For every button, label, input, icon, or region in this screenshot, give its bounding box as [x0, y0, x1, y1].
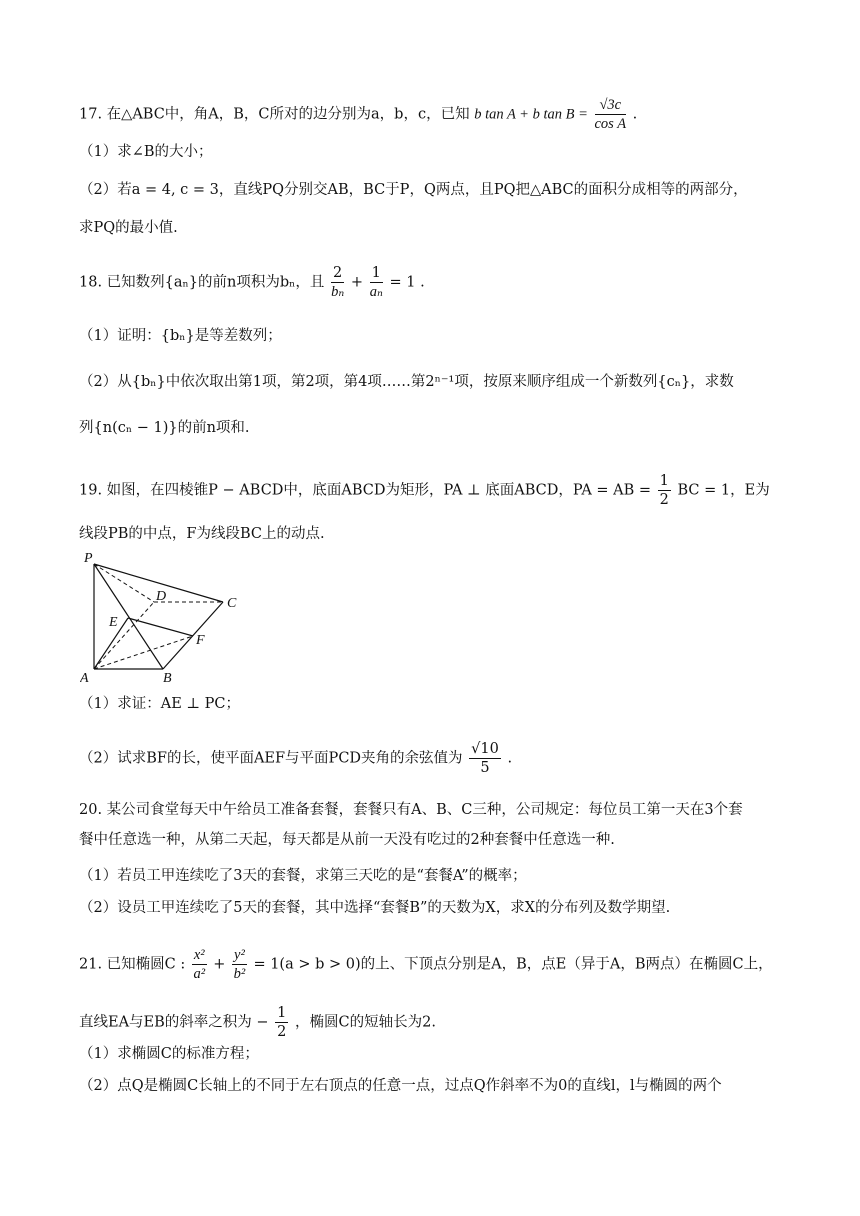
p17-question-2b: 求PQ的最小值. [79, 220, 178, 236]
p21-fraction-x-denominator: a² [193, 966, 206, 982]
label-A: A [80, 671, 89, 684]
label-F: F [196, 633, 205, 648]
p21-fraction-y-numerator: y² [234, 947, 245, 963]
p19-stem-line-2: 线段PB的中点，F为线段BC上的动点. [79, 526, 325, 542]
p20-question-1: （1）若员工甲连续吃了3天的套餐，求第三天吃的是“套餐A”的概率； [79, 868, 527, 884]
p19-fraction [658, 472, 671, 509]
p19-question-2-fraction-denominator: 5 [480, 760, 490, 776]
p19-stem-end: BC = 1，E为 [677, 482, 770, 499]
p20-stem-line-2: 餐中任意选一种，从第二天起，每天都是从前一天没有吃过的2种套餐中任意选一种. [79, 832, 615, 848]
p18-plus: + [350, 274, 364, 291]
p17-fraction-denominator: cos A [594, 116, 627, 132]
p18-fraction-1 [331, 264, 344, 301]
p20-stem-line-1: 20. 某公司食堂每天中午给员工准备套餐，套餐只有A、B、C三种，公司规定：每位员工第一天在3个套 [79, 802, 743, 818]
p21-fraction-half-denominator: 2 [277, 1024, 287, 1040]
p21-stem-line-2 [79, 1004, 800, 1041]
p21-stem-text-4: ，椭圆C的短轴长为2. [295, 1014, 436, 1031]
edge-PD [94, 564, 154, 602]
p21-question-2: （2）点Q是椭圆C长轴上的不同于左右顶点的任意一点，过点Q作斜率不为0的直线l，l与椭圆的两个 [79, 1078, 722, 1094]
p18-question-1: （1）证明：{bₙ}是等差数列； [79, 328, 282, 344]
label-B: B [163, 671, 172, 684]
p19-question-2-fraction-numerator: √10 [471, 741, 499, 757]
pyramid-diagram [80, 548, 250, 684]
p19-fraction-denominator: 2 [659, 492, 669, 508]
p21-fraction-half-numerator: 1 [277, 1005, 287, 1021]
p18-fraction-2 [370, 264, 383, 301]
p21-stem-text-1: 21. 已知椭圆C : [79, 956, 186, 973]
p21-fraction-y [232, 946, 247, 983]
p19-stem-text: 19. 如图，在四棱锥P − ABCD中，底面ABCD为矩形，PA ⊥ 底面ABCD，PA = AB = [79, 482, 652, 499]
p20-question-2: （2）设员工甲连续吃了5天的套餐，其中选择“套餐B”的天数为X，求X的分布列及数学期望. [79, 900, 671, 916]
p21-question-1: （1）求椭圆C的标准方程； [79, 1046, 259, 1062]
p18-fraction-1-numerator: 2 [333, 265, 343, 281]
p19-question-2-fraction [469, 740, 501, 777]
p18-fraction-2-numerator: 1 [371, 265, 381, 281]
p18-stem-end: = 1 . [389, 274, 425, 291]
p17-question-2a: （2）若a = 4, c = 3，直线PQ分别交AB，BC于P，Q两点，且PQ把△ABC的面积分成相等的两部分， [79, 182, 748, 198]
p19-question-2-end: . [507, 750, 513, 767]
p18-fraction-2-denominator: aₙ [369, 284, 383, 300]
p19-question-1: （1）求证：AE ⊥ PC； [79, 696, 240, 712]
label-C: C [227, 596, 237, 611]
p21-fraction-y-denominator: b² [233, 966, 246, 982]
label-E: E [109, 615, 118, 630]
label-P: P [84, 551, 93, 566]
p21-stem-text-2: = 1(a > b > 0)的上、下顶点分别是A，B，点E（异于A，B两点）在椭圆C上， [253, 956, 773, 973]
p19-fraction-numerator: 1 [659, 473, 669, 489]
p19-question-2 [79, 740, 800, 777]
p21-plus: + [213, 956, 226, 973]
p17-formula-left: b tan A + b tan B = [474, 106, 588, 123]
p18-stem-text: 18. 已知数列{aₙ}的前n项积为bₙ，且 [79, 274, 325, 291]
p21-fraction-half [275, 1004, 288, 1041]
p18-fraction-1-denominator: bₙ [331, 284, 345, 300]
p21-fraction-x [192, 946, 207, 983]
p19-question-2-text: （2）试求BF的长，使平面AEF与平面PCD夹角的余弦值为 [79, 750, 463, 767]
p21-stem-line-1 [79, 946, 800, 983]
p17-stem-end: . [632, 106, 638, 123]
p17-stem-line [79, 96, 800, 133]
p17-stem-text: 17. 在△ABC中，角A，B，C所对的边分别为a，b，c，已知 [79, 106, 470, 123]
p19-stem-line [79, 472, 800, 509]
p21-fraction-x-numerator: x² [193, 947, 205, 963]
p18-question-2a: （2）从{bₙ}中依次取出第1项，第2项，第4项……第2ⁿ⁻¹项，按原来顺序组成一个新数列{cₙ}，求数 [79, 374, 734, 390]
p17-question-1: （1）求∠B的大小； [79, 144, 213, 160]
p17-fraction-numerator: √3c [595, 96, 627, 115]
p17-fraction [595, 96, 627, 133]
p18-stem-line [79, 264, 800, 301]
label-D: D [156, 589, 167, 604]
p21-stem-text-3: 直线EA与EB的斜率之积为 − [79, 1014, 269, 1031]
p18-question-2b: 列{n(cₙ − 1)}的前n项和. [79, 420, 250, 436]
